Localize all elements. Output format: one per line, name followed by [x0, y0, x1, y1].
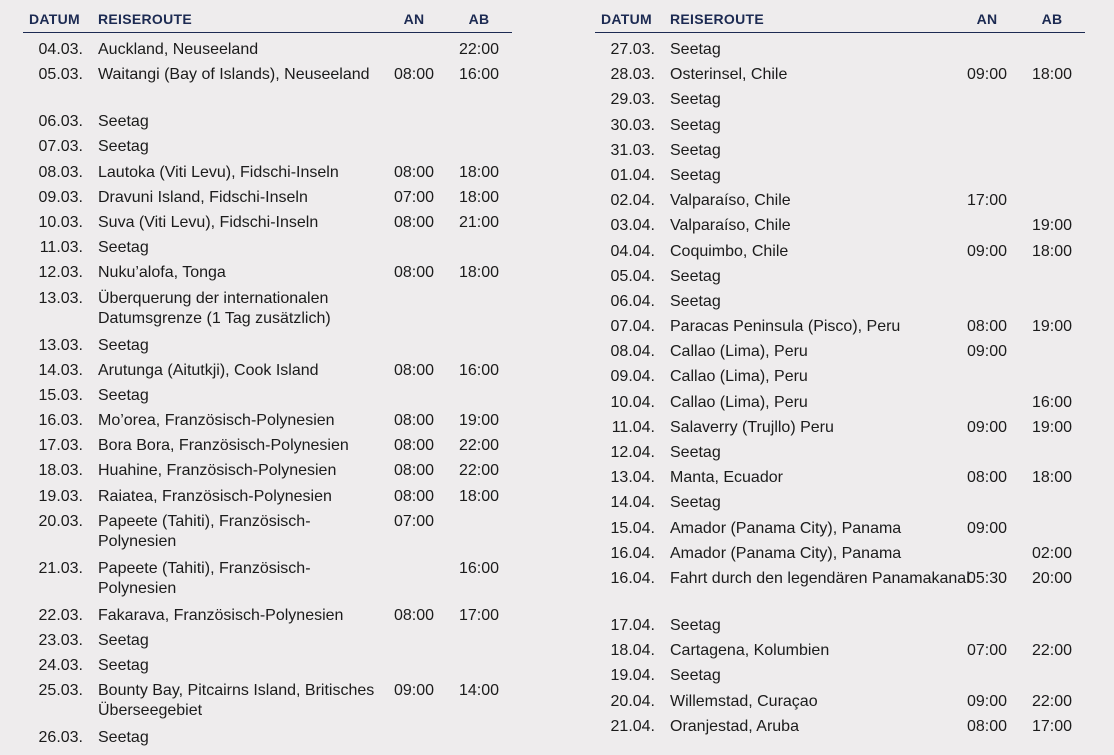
row-date: 21.03.	[38, 559, 83, 577]
row-date: 18.04.	[610, 642, 655, 660]
row-date: 03.04.	[610, 217, 655, 235]
row-route: Salaverry (Trujllo) Peru	[670, 418, 834, 436]
row-route: Nuku’alofa, Tonga	[98, 264, 226, 282]
row-route: Callao (Lima), Peru	[670, 368, 808, 386]
row-route: Seetag	[670, 166, 721, 184]
row-route: Bounty Bay, Pitcairns Island, Britisches Überseegebiet	[98, 682, 375, 720]
row-arrival: 08:00	[393, 66, 435, 84]
row-arrival: 08:00	[393, 462, 435, 480]
table-row	[23, 108, 512, 133]
table-row	[23, 483, 512, 508]
row-date: 30.03.	[610, 116, 655, 134]
row-route: Seetag	[670, 141, 721, 159]
row-date: 09.03.	[38, 188, 83, 206]
row-date: 05.03.	[38, 66, 83, 84]
row-departure: 22:00	[458, 462, 500, 480]
row-departure: 14:00	[458, 682, 500, 700]
row-route: Arutunga (Aitutkji), Cook Island	[98, 361, 319, 379]
row-route: Osterinsel, Chile	[670, 66, 788, 84]
itinerary-table-left	[23, 9, 512, 750]
row-date: 12.04.	[610, 444, 655, 461]
row-route: Valparaíso, Chile	[670, 192, 791, 210]
row-departure: 19:00	[1031, 217, 1073, 235]
row-route: Seetag	[670, 292, 721, 310]
row-date: 06.04.	[610, 292, 655, 310]
row-arrival: 08:00	[393, 213, 435, 231]
row-date: 22.03.	[38, 606, 83, 624]
row-departure: 02:00	[1031, 544, 1073, 562]
row-route: Seetag	[670, 616, 721, 634]
row-date: 17.03.	[38, 437, 83, 455]
row-route: Papeete (Tahiti), Französisch-Polynesien	[98, 559, 311, 597]
row-departure: 18:00	[458, 163, 500, 181]
table-row	[23, 332, 512, 357]
row-departure: 19:00	[1031, 418, 1073, 436]
row-date: 26.03.	[38, 729, 83, 747]
table-row	[595, 86, 1085, 111]
row-departure: 20:00	[1031, 569, 1073, 587]
table-row	[23, 209, 512, 234]
row-route: Willemstad, Curaçao	[670, 692, 818, 710]
row-arrival: 09:00	[966, 242, 1008, 260]
row-route: Seetag	[670, 91, 721, 109]
row-route: Raiatea, Französisch-Polynesien	[98, 487, 332, 505]
row-departure: 16:00	[458, 361, 500, 379]
row-departure: 18:00	[1031, 469, 1073, 487]
row-route: Manta, Ecuador	[670, 469, 783, 487]
row-arrival: 07:00	[393, 512, 435, 530]
table-row	[595, 688, 1085, 713]
row-route: Seetag	[98, 113, 149, 131]
row-route: Seetag	[98, 386, 149, 404]
table-row	[595, 662, 1085, 687]
row-departure: 22:00	[1031, 642, 1073, 660]
row-route: Waitangi (Bay of Islands), Neuseeland	[98, 66, 370, 84]
table-row	[23, 36, 512, 61]
row-date: 20.03.	[38, 512, 83, 530]
table-row	[23, 508, 512, 555]
table-row	[23, 382, 512, 407]
row-date: 19.03.	[38, 487, 83, 505]
table-row	[595, 187, 1085, 212]
row-route: Seetag	[670, 444, 721, 461]
row-departure: 18:00	[458, 487, 500, 505]
row-arrival: 08:00	[966, 318, 1008, 336]
row-route: Seetag	[98, 138, 149, 156]
table-row	[595, 637, 1085, 662]
row-route: Bora Bora, Französisch-Polynesien	[98, 437, 349, 455]
table-header	[23, 9, 512, 33]
row-arrival: 17:00	[966, 192, 1008, 210]
row-route: Seetag	[670, 667, 721, 685]
row-route: Amador (Panama City), Panama	[670, 544, 902, 562]
table-row	[595, 713, 1085, 738]
row-date: 16.04.	[610, 569, 655, 587]
row-route: Paracas Peninsula (Pisco), Peru	[670, 318, 901, 336]
header-departure: AB	[1041, 11, 1063, 27]
row-route: Amador (Panama City), Panama	[670, 519, 902, 537]
row-route: Seetag	[98, 336, 149, 354]
row-route: Valparaíso, Chile	[670, 217, 791, 235]
row-route: Seetag	[98, 729, 149, 747]
row-date: 20.04.	[610, 692, 655, 710]
row-date: 21.04.	[610, 717, 655, 735]
row-route: Fahrt durch den legendären Panamakanal	[670, 569, 970, 587]
table-row	[23, 677, 512, 724]
row-arrival: 08:00	[393, 163, 435, 181]
row-date: 01.04.	[610, 166, 655, 184]
row-route: Seetag	[670, 267, 721, 285]
table-row	[23, 357, 512, 382]
row-departure: 18:00	[1031, 66, 1073, 84]
row-date: 10.03.	[38, 213, 83, 231]
table-row	[595, 61, 1085, 86]
table-row	[595, 414, 1085, 439]
table-row	[595, 612, 1085, 637]
row-date: 06.03.	[38, 113, 83, 131]
row-route: Fakarava, Französisch-Polynesien	[98, 606, 344, 624]
table-row	[23, 234, 512, 259]
header-arrival: AN	[976, 11, 998, 27]
row-date: 09.04.	[610, 368, 655, 386]
table-row	[595, 439, 1085, 464]
table-row	[595, 489, 1085, 514]
table-row	[23, 432, 512, 457]
table-body	[595, 33, 1085, 738]
table-row	[23, 159, 512, 184]
table-row	[23, 724, 512, 749]
row-date: 18.03.	[38, 462, 83, 480]
row-route: Auckland, Neuseeland	[98, 41, 259, 58]
row-date: 27.03.	[610, 41, 655, 58]
row-arrival: 08:00	[966, 469, 1008, 487]
row-departure: 18:00	[1031, 242, 1073, 260]
row-date: 08.04.	[610, 343, 655, 361]
table-row	[595, 338, 1085, 363]
table-row	[595, 238, 1085, 263]
row-route: Callao (Lima), Peru	[670, 393, 808, 411]
table-header	[595, 9, 1085, 33]
row-arrival: 08:00	[393, 264, 435, 282]
row-date: 23.03.	[38, 632, 83, 649]
table-row	[23, 627, 512, 652]
row-arrival: 08:00	[393, 487, 435, 505]
row-route: Überquerung der internationalen Datumsgrenze (1 Tag zusätzlich)	[98, 289, 331, 327]
row-arrival: 09:00	[966, 343, 1008, 361]
table-row	[595, 137, 1085, 162]
header-route: REISEROUTE	[670, 11, 765, 27]
table-row	[595, 363, 1085, 388]
row-arrival: 09:00	[966, 418, 1008, 436]
row-date: 12.03.	[38, 264, 83, 282]
table-row	[595, 263, 1085, 288]
row-route: Dravuni Island, Fidschi-Inseln	[98, 188, 308, 206]
row-date: 13.03.	[38, 289, 83, 307]
row-route: Lautoka (Viti Levu), Fidschi-Inseln	[98, 163, 339, 181]
row-route: Seetag	[670, 494, 721, 512]
row-route: Seetag	[98, 657, 149, 675]
row-date: 02.04.	[610, 192, 655, 210]
row-departure: 22:00	[458, 41, 500, 58]
header-route: REISEROUTE	[98, 11, 193, 27]
table-row	[595, 162, 1085, 187]
row-route: Seetag	[670, 41, 721, 58]
row-date: 04.03.	[38, 41, 83, 58]
table-row	[23, 555, 512, 602]
row-arrival: 08:00	[393, 361, 435, 379]
row-route: Oranjestad, Aruba	[670, 717, 799, 735]
row-route: Callao (Lima), Peru	[670, 343, 808, 361]
row-date: 19.04.	[610, 667, 655, 685]
table-row	[23, 457, 512, 482]
row-date: 15.03.	[38, 386, 83, 404]
row-departure: 18:00	[458, 188, 500, 206]
table-row	[595, 540, 1085, 565]
row-arrival: 09:00	[966, 519, 1008, 537]
row-arrival: 08:00	[393, 437, 435, 455]
header-date: DATUM	[29, 11, 81, 27]
table-row	[595, 212, 1085, 237]
row-departure: 22:00	[1031, 692, 1073, 710]
table-row	[595, 36, 1085, 61]
row-date: 11.03.	[39, 239, 83, 257]
header-departure: AB	[468, 11, 490, 27]
row-route: Papeete (Tahiti), Französisch-Polynesien	[98, 512, 311, 550]
row-departure: 21:00	[458, 213, 500, 231]
row-date: 07.04.	[610, 318, 655, 336]
row-date: 11.04.	[611, 418, 655, 436]
table-row	[23, 133, 512, 158]
row-arrival: 09:00	[393, 682, 435, 700]
row-date: 04.04.	[610, 242, 655, 260]
table-row	[23, 259, 512, 284]
table-row	[595, 313, 1085, 338]
row-date: 25.03.	[38, 682, 83, 700]
row-route: Huahine, Französisch-Polynesien	[98, 462, 337, 480]
row-route: Mo’orea, Französisch-Polynesien	[98, 412, 335, 430]
row-arrival: 08:00	[966, 717, 1008, 735]
header-date: DATUM	[601, 11, 653, 27]
row-route: Seetag	[670, 116, 721, 134]
row-route: Seetag	[98, 239, 149, 257]
table-row	[595, 389, 1085, 414]
row-departure: 16:00	[1031, 393, 1073, 411]
table-row	[23, 602, 512, 627]
row-date: 28.03.	[610, 66, 655, 84]
table-row	[595, 515, 1085, 540]
row-departure: 17:00	[458, 606, 500, 624]
row-date: 14.03.	[38, 361, 83, 379]
itinerary-table-right	[595, 9, 1085, 738]
table-row	[23, 184, 512, 209]
table-row	[23, 61, 512, 108]
row-arrival: 09:00	[966, 692, 1008, 710]
row-route: Coquimbo, Chile	[670, 242, 789, 260]
table-row	[595, 288, 1085, 313]
row-arrival: 09:00	[966, 66, 1008, 84]
row-route: Cartagena, Kolumbien	[670, 642, 830, 660]
row-departure: 16:00	[458, 559, 500, 577]
row-arrival: 07:00	[966, 642, 1008, 660]
row-date: 16.04.	[610, 544, 655, 562]
row-departure: 17:00	[1031, 717, 1073, 735]
row-date: 16.03.	[38, 412, 83, 430]
table-body	[23, 33, 512, 750]
table-row	[23, 652, 512, 677]
row-date: 14.04.	[610, 494, 655, 512]
table-row	[595, 565, 1085, 612]
table-row	[595, 464, 1085, 489]
row-date: 13.04.	[610, 469, 655, 487]
row-date: 24.03.	[38, 657, 83, 675]
row-date: 29.03.	[610, 91, 655, 109]
table-row	[23, 407, 512, 432]
row-date: 05.04.	[610, 267, 655, 285]
row-departure: 19:00	[458, 412, 500, 430]
row-date: 07.03.	[38, 138, 83, 156]
row-date: 15.04.	[610, 519, 655, 537]
row-arrival: 08:00	[393, 606, 435, 624]
row-date: 31.03.	[610, 141, 655, 159]
row-date: 10.04.	[610, 393, 655, 411]
row-route: Suva (Viti Levu), Fidschi-Inseln	[98, 213, 319, 231]
header-arrival: AN	[403, 11, 425, 27]
row-arrival: 05:30	[966, 569, 1008, 587]
table-row	[23, 285, 512, 332]
table-row	[595, 112, 1085, 137]
row-arrival: 07:00	[393, 188, 435, 206]
row-date: 13.03.	[38, 336, 83, 354]
row-date: 17.04.	[610, 616, 655, 634]
row-route: Seetag	[98, 632, 149, 649]
row-date: 08.03.	[38, 163, 83, 181]
row-departure: 19:00	[1031, 318, 1073, 336]
row-departure: 18:00	[458, 264, 500, 282]
row-arrival: 08:00	[393, 412, 435, 430]
row-departure: 22:00	[458, 437, 500, 455]
row-departure: 16:00	[458, 66, 500, 84]
